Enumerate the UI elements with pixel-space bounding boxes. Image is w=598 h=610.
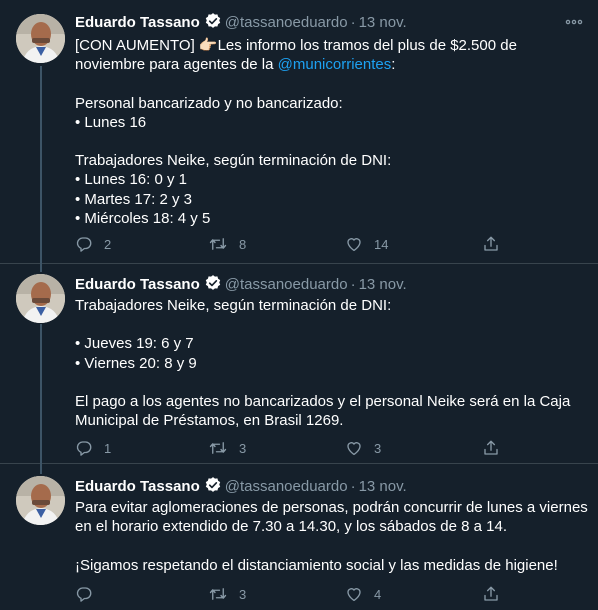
share-icon	[482, 585, 500, 603]
tweet-actions	[75, 584, 505, 604]
tweet-header	[75, 476, 582, 496]
avatar-image	[16, 274, 65, 323]
reply-count: 2	[104, 236, 112, 252]
like-button[interactable]	[345, 584, 381, 604]
tweet-text	[75, 36, 584, 228]
tweet-line: noviembre para agentes de la @municorrientes:	[75, 56, 396, 74]
like-count: 3	[374, 440, 382, 456]
reply-icon	[75, 439, 93, 457]
author-handle[interactable]: @tassanoeduardo	[224, 478, 348, 495]
tweet-line: ¡Sigamos respetando el distanciamiento social y las medidas de higiene!	[75, 556, 558, 574]
tweet-2[interactable]	[0, 264, 598, 464]
retweet-icon	[208, 585, 228, 603]
tweet-line: • Martes 17: 2 y 3	[75, 190, 192, 208]
avatar-image	[16, 14, 65, 63]
tweet-line: • Lunes 16	[75, 113, 147, 131]
like-count: 14	[374, 236, 389, 252]
tweet-line: Trabajadores Neike, según terminación de DNI:	[75, 297, 392, 314]
tweet-line: en el horario extendido de 7.30 a 14.30, y los sábados de 8 a 14.	[75, 518, 507, 536]
author-handle[interactable]: @tassanoeduardo	[224, 14, 348, 31]
tweet-text	[75, 296, 584, 430]
tweet-actions	[75, 234, 505, 254]
share-icon	[482, 439, 500, 457]
separator: ·	[350, 14, 356, 31]
tweet-1[interactable]	[0, 0, 598, 264]
reply-icon	[75, 235, 93, 253]
tweet-date[interactable]: 13 nov.	[358, 14, 407, 31]
more-options-icon[interactable]	[564, 12, 584, 32]
retweet-count: 3	[239, 440, 247, 456]
thread-connector-line	[40, 464, 42, 474]
like-icon	[345, 235, 363, 253]
tweet-line: El pago a los agentes no bancarizados y el personal Neike será en la Caja	[75, 392, 571, 410]
author-handle[interactable]: @tassanoeduardo	[224, 276, 348, 293]
like-count: 4	[374, 586, 382, 602]
retweet-count: 8	[239, 236, 247, 252]
retweet-button[interactable]	[208, 438, 246, 458]
tweet-text	[75, 498, 588, 575]
retweet-count: 3	[239, 586, 247, 602]
avatar-image	[16, 476, 65, 525]
tweet-line: Personal bancarizado y no bancarizado:	[75, 94, 343, 112]
author-name[interactable]: Eduardo Tassano	[75, 14, 200, 31]
author-name[interactable]: Eduardo Tassano	[75, 276, 200, 293]
reply-button[interactable]	[75, 234, 111, 254]
share-button[interactable]	[482, 234, 511, 254]
tweet-date[interactable]: 13 nov.	[358, 478, 407, 495]
tweet-line: [CON AUMENTO] 👉🏻Les informo los tramos del plus de $2.500 de	[75, 37, 517, 54]
tweet-line: • Lunes 16: 0 y 1	[75, 171, 187, 189]
tweet-line: Municipal de Préstamos, en Brasil 1269.	[75, 412, 344, 430]
reply-count: 1	[104, 440, 112, 456]
thread-connector-line	[40, 264, 42, 272]
separator: ·	[350, 478, 356, 495]
reply-icon	[75, 585, 93, 603]
reply-button[interactable]	[75, 584, 104, 604]
pointing-finger-emoji: 👉🏻	[198, 37, 218, 54]
tweet-line: • Jueves 19: 6 y 7	[75, 335, 194, 353]
verified-badge-icon	[204, 12, 222, 36]
retweet-icon	[208, 235, 228, 253]
thread-connector-line	[40, 324, 42, 464]
tweet-line: • Miércoles 18: 4 y 5	[75, 209, 211, 227]
retweet-button[interactable]	[208, 584, 246, 604]
retweet-icon	[208, 439, 228, 457]
tweet-actions	[75, 438, 505, 458]
share-button[interactable]	[482, 584, 511, 604]
tweet-line: Para evitar aglomeraciones de personas, podrán concurrir de lunes a viernes	[75, 499, 588, 516]
tweet-header	[75, 12, 582, 32]
share-button[interactable]	[482, 438, 511, 458]
like-button[interactable]	[345, 438, 381, 458]
author-name[interactable]: Eduardo Tassano	[75, 478, 200, 495]
tweet-header	[75, 274, 582, 294]
like-icon	[345, 439, 363, 457]
like-icon	[345, 585, 363, 603]
tweet-date[interactable]: 13 nov.	[358, 276, 407, 293]
avatar[interactable]	[16, 274, 65, 323]
tweet-line: Trabajadores Neike, según terminación de DNI:	[75, 152, 392, 170]
avatar[interactable]	[16, 14, 65, 63]
like-button[interactable]	[345, 234, 388, 254]
mention-link[interactable]: @municorrientes	[277, 56, 392, 74]
share-icon	[482, 235, 500, 253]
thread-connector-line	[40, 66, 42, 264]
separator: ·	[350, 276, 356, 293]
tweet-line: • Viernes 20: 8 y 9	[75, 354, 197, 372]
reply-button[interactable]	[75, 438, 111, 458]
tweet-3[interactable]	[0, 464, 598, 610]
retweet-button[interactable]	[208, 234, 246, 254]
avatar[interactable]	[16, 476, 65, 525]
verified-badge-icon	[204, 274, 222, 298]
verified-badge-icon	[204, 476, 222, 500]
